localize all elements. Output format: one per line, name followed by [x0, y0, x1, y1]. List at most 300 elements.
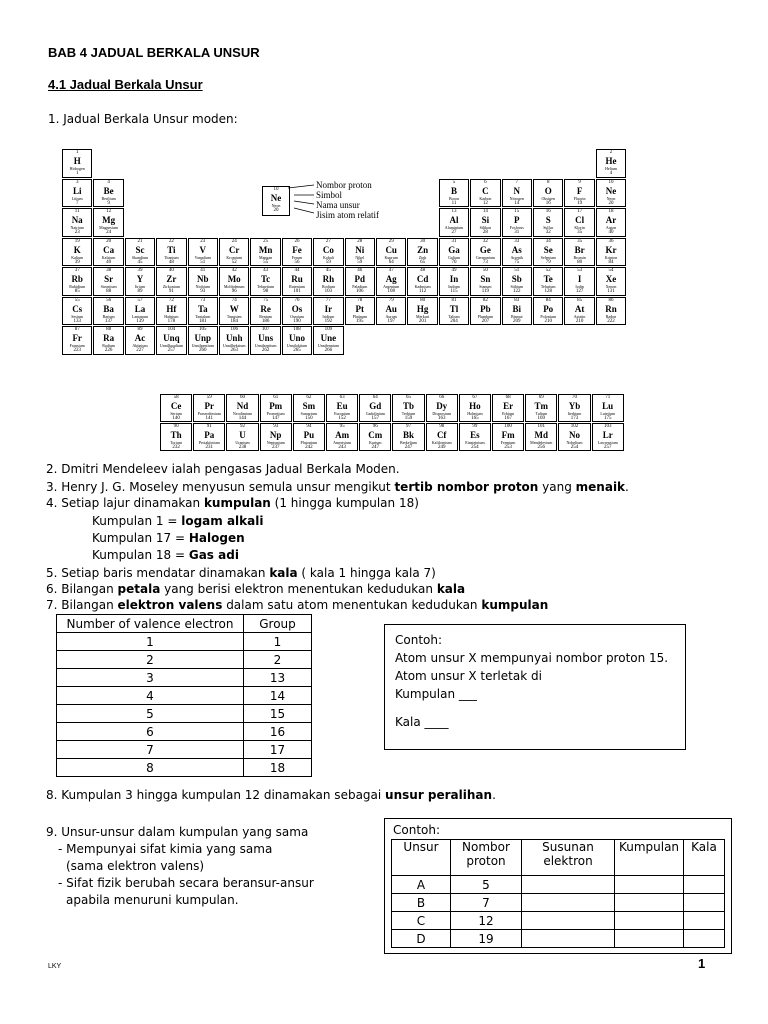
element-number: 43 [263, 268, 269, 273]
element-cell-nb [188, 267, 218, 296]
proton-cell: 19 [451, 930, 522, 948]
element-number: 71 [605, 395, 611, 400]
element-cell-pr [193, 394, 225, 422]
element-number: 28 [357, 238, 363, 244]
element-name: Serium [170, 411, 182, 416]
blank-cell[interactable] [615, 876, 684, 894]
element-number: 2 [609, 150, 613, 155]
element-mass: 257 [603, 445, 612, 450]
element-number: 31 [451, 238, 457, 244]
valence-cell: 5 [57, 705, 244, 723]
element-number: 91 [206, 424, 212, 429]
element-mass: 147 [271, 416, 280, 421]
item-6: 6. Bilangan petala yang berisi elektron menentukan kedudukan kala [46, 582, 466, 596]
element-name: Titanium [164, 254, 179, 260]
element-mass: 163 [437, 416, 446, 421]
element-number: 93 [273, 424, 279, 429]
valence-cell: 4 [57, 687, 244, 705]
blank-cell[interactable] [684, 876, 725, 894]
element-number: 98 [439, 424, 445, 429]
element-number: 108 [293, 327, 301, 332]
element-symbol: Y [136, 274, 144, 284]
element-name: Rutenium [289, 284, 305, 289]
blank-cell[interactable] [615, 912, 684, 930]
element-mass: 84 [608, 259, 614, 265]
element-symbol: Nd [236, 401, 249, 411]
element-name: Nitrogen [509, 195, 524, 201]
element-name: Xenon [605, 284, 617, 289]
element-cell-tc [250, 267, 280, 296]
element-mass: 16 [545, 200, 551, 206]
element-mass: 9 [107, 200, 110, 206]
element-number: 60 [239, 395, 245, 400]
element-name: Erbium [502, 411, 515, 416]
element-mass: 39 [74, 259, 80, 265]
valence-cell: 2 [57, 651, 244, 669]
element-mass: 70 [451, 259, 457, 265]
item-9 [46, 824, 314, 909]
element-name: Kadmium [414, 284, 431, 289]
element-cell-mo [219, 267, 249, 296]
element-number: 59 [206, 395, 212, 400]
element-cell-as [502, 238, 532, 267]
element-symbol: Re [260, 303, 271, 314]
element-mass: 265 [293, 348, 301, 353]
element-cell-si [470, 208, 500, 237]
element-mass: 139 [136, 318, 144, 324]
element-cell-fm [492, 423, 524, 451]
element-symbol: Sc [135, 244, 145, 255]
element-symbol: Lu [602, 401, 614, 411]
element-cell-sn [470, 267, 500, 296]
element-number: 39 [137, 268, 143, 273]
element-mass: 173 [570, 416, 579, 421]
element-name: Kalifornium [431, 440, 452, 445]
element-cell-yb [558, 394, 590, 422]
element-cell-se [533, 238, 563, 267]
element-number: 88 [106, 327, 112, 332]
element-number: 19 [74, 238, 80, 244]
element-symbol: Ce [170, 401, 182, 411]
example-1-line: Atom unsur X terletak di [395, 669, 542, 683]
element-symbol: Ni [355, 244, 365, 255]
element-name: Strontium [100, 284, 117, 289]
unsur-cell: A [392, 876, 451, 894]
element-name: Osmium [290, 313, 304, 319]
element-cell-pb [470, 297, 500, 326]
element-mass: 238 [238, 445, 247, 450]
element-name: Selenium [540, 254, 556, 260]
element-number: 100 [504, 424, 512, 429]
element-symbol: K [73, 244, 81, 255]
element-cell-cf [426, 423, 458, 451]
element-cell-w [219, 297, 249, 326]
element-cell-ta [188, 297, 218, 326]
element-symbol: Ca [103, 244, 115, 255]
element-name: Kuprum [384, 254, 398, 260]
element-cell-al [439, 208, 469, 237]
blank-cell[interactable] [684, 894, 725, 912]
example-1-period-blank: Kala ____ [395, 715, 449, 729]
element-number: 47 [388, 268, 394, 273]
element-symbol: Ta [197, 303, 208, 314]
section-heading: 4.1 Jadual Berkala Unsur [48, 77, 203, 92]
element-mass: 131 [607, 289, 615, 294]
element-cell-i [564, 267, 594, 296]
legend-label-mass: Jisim atom relatif [316, 210, 379, 220]
header-kumpulan: Kumpulan [615, 840, 684, 876]
element-mass: 56 [294, 259, 300, 265]
element-number: 92 [239, 424, 245, 429]
element-number: 46 [357, 268, 363, 273]
element-cell-be [93, 179, 123, 208]
element-name: Arsenik [510, 254, 524, 260]
element-cell-bk [392, 423, 424, 451]
element-number: 12 [106, 209, 112, 214]
element-mass: 51 [200, 259, 206, 265]
element-number: 62 [306, 395, 312, 400]
element-number: 52 [545, 268, 551, 273]
valence-table [56, 614, 312, 777]
element-number: 7 [515, 179, 519, 185]
element-mass: 184 [230, 318, 238, 324]
blank-cell[interactable] [684, 912, 725, 930]
element-number: 41 [200, 268, 206, 273]
element-name: Kalium [71, 254, 84, 260]
element-cell-ni [345, 238, 375, 267]
element-name: Terbium [401, 411, 416, 416]
element-symbol: Kr [605, 244, 617, 255]
element-number: 84 [545, 297, 551, 303]
element-symbol: Une [320, 333, 337, 343]
element-name: Berilium [101, 195, 116, 201]
element-symbol: Cu [385, 244, 397, 255]
element-name: Iridium [322, 313, 335, 319]
element-name: Boron [448, 195, 459, 201]
element-name: Neon [606, 195, 616, 201]
element-symbol: Cm [368, 430, 383, 440]
element-symbol: P [514, 215, 520, 225]
element-mass: 209 [513, 318, 521, 324]
blank-cell[interactable] [522, 876, 615, 894]
element-cell-pa [193, 423, 225, 451]
element-mass: 80 [577, 259, 583, 265]
element-number: 67 [472, 395, 478, 400]
element-cell-co [313, 238, 343, 267]
header-susunan-elektron: Susunan elektron [522, 840, 615, 876]
element-symbol: C [482, 185, 489, 196]
legend-label-proton: Nombor proton [316, 180, 372, 190]
element-name: Mendelevium [530, 440, 553, 445]
element-name: Mangan [259, 254, 273, 260]
element-name: Nikel [355, 254, 365, 260]
footer-initials: LKY [48, 963, 62, 970]
element-symbol: Gd [369, 401, 382, 411]
element-symbol: Ac [134, 333, 146, 343]
element-symbol: I [577, 274, 582, 284]
element-symbol: Xe [605, 274, 617, 284]
element-name: Radium [102, 343, 115, 348]
element-cell-ti [156, 238, 186, 267]
element-symbol: Unq [163, 333, 180, 343]
element-number: 27 [325, 238, 331, 244]
item-9-line: 9. Unsur-unsur dalam kumpulan yang sama [46, 825, 309, 839]
element-mass: 242 [305, 445, 313, 450]
element-number: 56 [106, 297, 112, 303]
element-cell-pd [345, 267, 375, 296]
header-kala: Kala [684, 840, 725, 876]
element-number: 72 [168, 297, 174, 303]
element-cell-unp [188, 326, 218, 355]
element-cell-ca [93, 238, 123, 267]
element-number: 109 [324, 327, 333, 332]
element-symbol: Fr [72, 333, 82, 343]
element-cell-hg [407, 297, 437, 326]
proton-cell: 5 [451, 876, 522, 894]
valence-cell: 13 [244, 669, 312, 687]
element-name: Torium [170, 440, 182, 445]
element-mass: 257 [167, 348, 176, 353]
element-name: Stanum [479, 284, 492, 289]
element-mass: 144 [238, 416, 247, 421]
element-symbol: Er [503, 401, 514, 411]
valence-cell: 3 [57, 669, 244, 687]
element-mass: 157 [371, 416, 380, 421]
element-symbol: U [239, 430, 246, 440]
element-number: 30 [420, 238, 426, 244]
element-number: 75 [263, 297, 269, 303]
element-mass: 247 [404, 445, 413, 450]
element-symbol: Ar [605, 215, 617, 225]
element-mass: 133 [73, 318, 81, 324]
element-symbol: Mn [258, 244, 273, 255]
element-mass: 266 [324, 348, 333, 353]
element-name: Radon [605, 313, 617, 319]
element-number: 22 [168, 238, 174, 244]
element-number: 1 [75, 150, 79, 155]
element-name: Kalsium [101, 254, 116, 260]
element-number: 29 [388, 238, 394, 244]
element-mass: 128 [544, 289, 552, 294]
element-cell-br [564, 238, 594, 267]
element-mass: 40 [608, 230, 614, 235]
element-symbol: Sb [511, 274, 522, 284]
element-number: 13 [451, 209, 457, 214]
example-box-2 [384, 818, 732, 954]
element-mass: 226 [104, 348, 113, 353]
element-number: 35 [577, 238, 583, 244]
group-halogen: Kumpulan 17 = Halogen [92, 531, 245, 545]
element-symbol: Unh [225, 333, 243, 343]
unsur-cell: C [392, 912, 451, 930]
blank-cell[interactable] [615, 894, 684, 912]
element-mass: 210 [575, 318, 584, 324]
element-name: Einsteinium [465, 440, 485, 445]
element-mass: 115 [450, 289, 458, 294]
element-mass: 119 [481, 289, 490, 294]
element-cell-tb [392, 394, 424, 422]
element-name: Aluminium [444, 225, 464, 230]
proton-cell: 12 [451, 912, 522, 930]
element-name: Aurum [385, 313, 397, 319]
element-name: Bismut [511, 313, 523, 319]
element-name: Uranium [235, 440, 250, 445]
element-cell-xe [596, 267, 626, 296]
blank-cell[interactable] [684, 930, 725, 948]
element-cell-cr [219, 238, 249, 267]
element-mass: 256 [537, 445, 546, 450]
element-mass: 263 [230, 348, 238, 353]
element-number: 79 [388, 297, 394, 303]
element-name: Galium [447, 254, 460, 260]
element-number: 104 [167, 327, 176, 332]
element-number: 14 [482, 209, 488, 214]
element-number: 65 [405, 395, 411, 400]
element-cell-cs [62, 297, 92, 326]
valence-cell: 6 [57, 723, 244, 741]
element-mass: 31 [514, 230, 520, 235]
element-name: Zirkonium [162, 284, 180, 289]
element-symbol: Cl [575, 215, 585, 225]
element-number: 17 [577, 209, 583, 214]
element-mass: 23 [74, 230, 80, 235]
element-name: Nobelium [566, 440, 583, 445]
element-number: 63 [339, 395, 345, 400]
item-4: 4. Setiap lajur dinamakan kumpulan (1 hingga kumpulan 18) [46, 496, 419, 510]
element-symbol: Tc [261, 274, 271, 284]
element-name: Kromium [226, 254, 242, 260]
element-name: Merkuri [416, 313, 430, 319]
element-cell-o [533, 179, 563, 208]
element-number: 70 [571, 395, 577, 400]
item-5: 5. Setiap baris mendatar dinamakan kala ( kala 1 hingga kala 7) [46, 566, 436, 580]
element-number: 48 [420, 268, 426, 273]
element-name: Unnilennium [317, 343, 339, 348]
blank-cell[interactable] [522, 912, 615, 930]
element-cell-te [533, 267, 563, 296]
element-name: Fluorin [573, 195, 586, 201]
element-name: Stibium [510, 284, 524, 289]
element-name: Germanium [475, 254, 495, 260]
element-mass: 192 [324, 318, 333, 324]
element-name: Silikon [479, 225, 492, 230]
element-cell-ba [93, 297, 123, 326]
element-number: 26 [294, 238, 300, 244]
element-mass: 11 [451, 200, 457, 206]
element-mass: 197 [387, 318, 395, 324]
element-mass: 73 [482, 259, 488, 265]
element-number: 53 [577, 268, 583, 273]
element-name: Samarium [300, 411, 318, 416]
element-symbol: O [544, 185, 552, 196]
element-mass: 106 [356, 289, 364, 294]
element-cell-li [62, 179, 92, 208]
element-cell-bi [502, 297, 532, 326]
element-mass: 91 [168, 289, 174, 294]
header-unsur: Unsur [392, 840, 451, 876]
element-mass: 249 [437, 445, 446, 450]
element-mass: 253 [504, 445, 512, 450]
element-number: 87 [74, 327, 80, 332]
element-name: Europium [334, 411, 351, 416]
element-name: Paladium [352, 284, 368, 289]
element-cell-f [564, 179, 594, 208]
element-symbol: Sn [480, 274, 491, 284]
element-mass: 254 [471, 445, 479, 450]
element-cell-eu [326, 394, 358, 422]
element-number: 103 [603, 424, 612, 429]
element-name: Unnilheksium [222, 343, 246, 348]
blank-cell[interactable] [522, 930, 615, 948]
element-mass: 93 [200, 289, 206, 294]
element-number: 66 [439, 395, 445, 400]
element-cell-tm [525, 394, 557, 422]
element-symbol: B [450, 185, 457, 196]
element-number: 95 [339, 424, 345, 429]
element-cell-cm [359, 423, 391, 451]
element-mass: 231 [205, 445, 214, 450]
element-cell-u [226, 423, 258, 451]
element-symbol: Mg [102, 215, 116, 225]
blank-cell[interactable] [522, 894, 615, 912]
element-mass: 122 [513, 289, 521, 294]
element-cell-la [125, 297, 155, 326]
element-symbol: Ti [167, 244, 176, 255]
element-symbol: S [545, 215, 551, 225]
element-cell-ag [376, 267, 406, 296]
element-cell-cd [407, 267, 437, 296]
element-number: 33 [514, 238, 520, 244]
element-cell-in [439, 267, 469, 296]
element-number: 55 [74, 297, 80, 303]
element-name: Klorin [574, 225, 585, 230]
element-name: Rodium [321, 284, 335, 289]
element-symbol: Pm [269, 401, 283, 411]
element-mass: 186 [261, 318, 270, 324]
valence-cell: 14 [244, 687, 312, 705]
blank-cell[interactable] [615, 930, 684, 948]
element-mass: 227 [136, 348, 144, 353]
element-number: 32 [482, 238, 488, 244]
element-name: Iterbium [567, 411, 582, 416]
element-name: Unnilpentium [191, 343, 214, 348]
element-number: 89 [137, 327, 143, 332]
group-alkali: Kumpulan 1 = logam alkali [92, 514, 264, 528]
element-number: 20 [106, 238, 112, 244]
element-cell-n [502, 179, 532, 208]
element-name: Iodin [575, 284, 584, 289]
element-name: Disprosium [432, 411, 452, 416]
element-mass: 127 [575, 289, 584, 294]
element-symbol: Tb [402, 401, 414, 411]
element-mass: 7 [75, 200, 79, 206]
example-box-1 [384, 624, 686, 750]
element-mass: 75 [514, 259, 520, 265]
element-name: Praseodimium [197, 411, 221, 416]
element-mass: 140 [172, 416, 180, 421]
element-name: Neodimium [232, 411, 253, 416]
element-name: Lantanum [131, 313, 149, 319]
element-symbol: Bk [402, 430, 414, 440]
element-mass: 243 [338, 445, 346, 450]
element-symbol: Pd [354, 274, 366, 284]
element-cell-he [596, 149, 626, 178]
element-symbol: Sr [104, 274, 114, 284]
element-symbol: Th [170, 430, 182, 440]
element-number: 42 [231, 268, 237, 273]
element-number: 81 [451, 297, 457, 303]
element-symbol: Au [385, 303, 397, 314]
